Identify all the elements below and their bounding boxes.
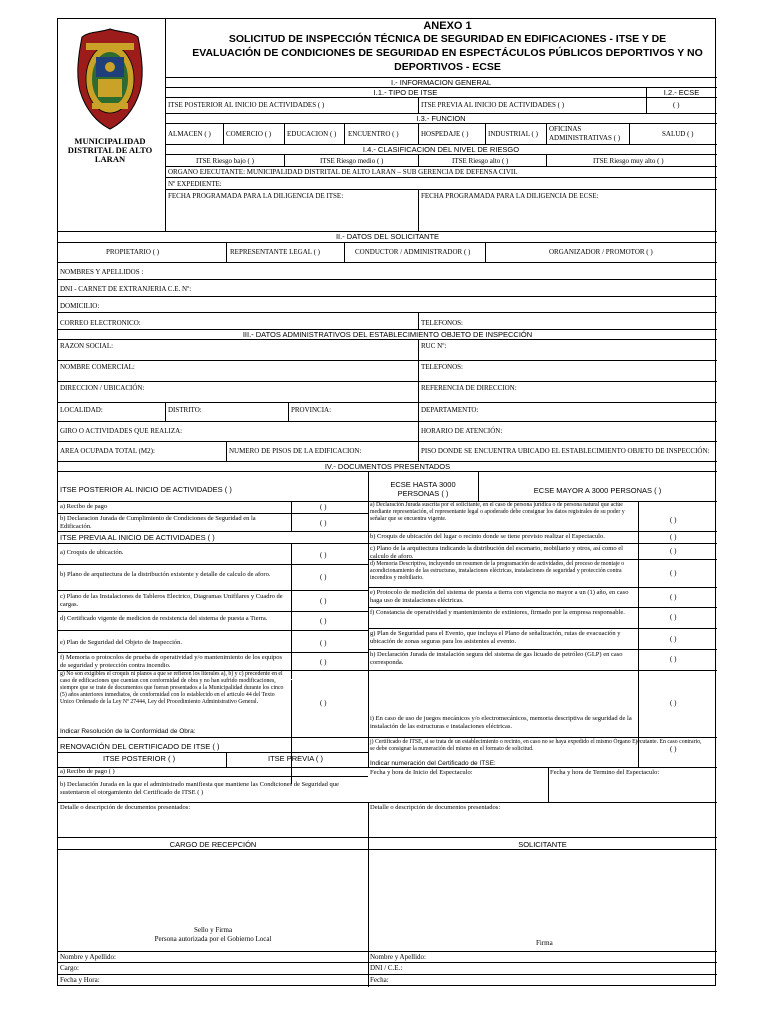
resolucion-conformidad-field[interactable]: Indicar Resolución de la Conformidad de Obra: [60,728,196,735]
doc-declaracion-jurada: b) Declaracion Jurada de Cumplimiento de Condiciones de Seguridad en la Edificación. [60,515,256,530]
municipality-line: DISTRITAL DE ALTO [67,145,153,155]
dni-field[interactable]: DNI - CARNET DE EXTRANJERIA C.E. Nº: [60,285,192,293]
municipal-crest [68,27,152,131]
municipality-line: MUNICIPALIDAD [74,136,146,146]
checkbox-doc-tableros[interactable]: ( ) [320,597,327,605]
itse-posterior-header[interactable]: ITSE POSTERIOR AL INICIO DE ACTIVIDADES ( ) [60,485,232,494]
form-title-line: DEPORTIVOS - ECSE [394,61,501,73]
annex-label: ANEXO 1 [423,20,472,32]
form-title-line: EVALUACIÓN DE CONDICIONES DE SEGURIDAD EN ESPECTÁCULOS PÚBLICOS DEPORTIVOS Y NO [192,47,703,59]
checkbox-itse-previa[interactable]: ITSE PREVIA AL INICIO DE ACTIVIDADES ( ) [421,101,565,109]
doc-tableros: c) Plano de las Instalaciones de Tableros Electrico, Diagramas Unifilares y Cuadro de cargas. [60,593,283,608]
checkbox-comercio[interactable]: COMERCIO ( ) [226,130,272,138]
renov-declaracion-jurada[interactable]: b) Declaración Jurada en la que el administrado manifiesta que mantiene las Condiciones de Seguridad que sustentaron el otorgamiento del Certificado de ITSE ( ) [60,781,339,796]
domicilio-field[interactable]: DOMICILIO: [60,302,100,310]
provincia-field[interactable]: PROVINCIA: [291,406,332,414]
checkbox-riesgo-alto[interactable]: ITSE Riesgo alto ( ) [452,157,509,165]
checkbox-ecse-c[interactable]: ( ) [670,547,677,555]
section-2-title: II.- DATOS DEL SOLICITANTE [335,232,440,241]
ecse-hasta-line: ECSE HASTA 3000 [390,480,456,489]
checkbox-almacen[interactable]: ALMACEN ( ) [168,130,211,138]
horario-field[interactable]: HORARIO DE ATENCIÓN: [421,427,503,435]
checkbox-ecse-g[interactable]: ( ) [670,635,677,643]
tipo-itse-label: I.1.- TIPO DE ITSE [373,88,438,97]
checkbox-ecse-h[interactable]: ( ) [670,655,677,663]
checkbox-riesgo-muy-alto[interactable]: ITSE Riesgo muy alto ( ) [593,157,664,165]
checkbox-ecse-j[interactable]: ( ) [670,745,677,753]
checkbox-doc-memoria[interactable]: ( ) [320,658,327,666]
checkbox-riesgo-bajo[interactable]: ITSE Riesgo bajo ( ) [196,157,254,165]
checkbox-renov-posterior[interactable]: ITSE POSTERIOR ( ) [103,754,176,763]
ecse-hasta-line: PERSONAS ( ) [397,489,449,498]
checkbox-doc-tierra[interactable]: ( ) [320,617,327,625]
doc-recibo-pago: a) Recibo de pago [60,503,108,510]
doc-ecse-declaracion: a) Declaración Jurada suscrita por el solicitante, en el caso de persona jurídica o de persona natural que actúe mediante representación, el representante legal o apoderado debe consignar los datos registrales de su poder y señalar que se encuentra vigente. [370,502,625,522]
fecha-itse-field[interactable]: FECHA PROGRAMADA PARA LA DILIGENCIA DE ITSE: [168,192,344,200]
doc-croquis: a) Croquis de ubicación. [60,549,124,556]
giro-field[interactable]: GIRO O ACTIVIDADES QUE REALIZA: [60,427,183,435]
checkbox-itse-posterior[interactable]: ITSE POSTERIOR AL INICIO DE ACTIVIDADES ( ) [168,101,325,109]
expediente-field[interactable]: Nº EXPEDIENTE: [168,180,222,188]
checkbox-ecse-f[interactable]: ( ) [670,613,677,621]
detalle-documentos-left[interactable]: Detalle o descripción de documentos presentados: [60,804,191,811]
section-1-title: I.- INFORMACION GENERAL [390,78,491,87]
checkbox-doc-croquis[interactable]: ( ) [320,551,327,559]
telefonos-establecimiento-field[interactable]: TELEFONOS: [421,363,463,371]
organo-ejecutante: ORGANO EJECUTANTE: MUNICIPALIDAD DISTRITAL DE ALTO LARAN – SUB GERENCIA DE DEFENSA CIVIL [168,168,518,176]
checkbox-doc-plan[interactable]: ( ) [320,639,327,647]
doc-puesta-tierra: d) Certificado vigente de medicion de resistencia del sistema de puesta a Tierra. [60,615,268,622]
direccion-field[interactable]: DIRECCION / UBICACIÓN: [60,384,145,392]
pisos-field[interactable]: NUMERO DE PISOS DE LA EDIFICACION: [229,447,362,455]
checkbox-industrial[interactable]: INDUSTRIAL ( ) [488,130,538,138]
ecse-label: I.2.- ECSE [663,88,700,97]
municipality-line: LARAN [94,154,126,164]
persona-autorizada-label: Persona autorizada por el Gobierno Local [154,935,272,943]
fecha-ecse-field[interactable]: FECHA PROGRAMADA PARA LA DILIGENCIA DE ECSE: [421,192,599,200]
checkbox-ecse[interactable]: ( ) [673,101,680,109]
crest-icon [68,27,152,131]
correo-field[interactable]: CORREO ELECTRONICO: [60,319,141,327]
doc-plan-seguridad: e) Plan de Seguridad del Objeto de Inspección. [60,639,183,646]
nombre-comercial-field[interactable]: NOMBRE COMERCIAL: [60,363,135,371]
doc-ecse-croquis: b) Croquis de ubicación del lugar o recinto donde se tiene previsto realizar el Espectaculo. [370,533,605,540]
razon-social-field[interactable]: RAZON SOCIAL: [60,342,114,350]
sello-firma-label: Sello y Firma [193,926,233,934]
fecha-termino-espectaculo-field[interactable]: Fecha y hora de Termino del Espectaculo: [550,769,660,776]
nombres-field[interactable]: NOMBRES Y APELLIDOS : [60,268,144,276]
doc-ecse-glp: h) Declaración Jurada de instalación segura del sistema de gas licuado de petróleo (GLP) en caso corresponda. [370,651,623,666]
nombre-receptor-field[interactable]: Nombre y Apellido: [60,953,116,961]
doc-plano-arquitectura: b) Plano de arquitectura de la distribución existente y detalle de calculo de aforo. [60,571,271,578]
checkbox-oficinas[interactable]: OFICINAS [549,125,582,133]
checkbox-riesgo-medio[interactable]: ITSE Riesgo medio ( ) [320,157,384,165]
checkbox-salud[interactable]: SALUD ( ) [662,130,694,138]
detalle-documentos-right[interactable]: Detalle o descripción de documentos presentados: [370,804,501,811]
clasificacion-label: I.4.- CLASIFICACION DEL NIVEL DE RIESGO [362,145,520,154]
doc-ecse-extintores: f) Constancia de operatividad y mantenimiento de extintores, firmado por la empresa responsable. [370,609,625,616]
firma-label: Firma [536,939,553,947]
checkbox-ecse-b[interactable]: ( ) [670,533,677,541]
telefonos-solicitante-field[interactable]: TELEFONOS: [421,319,463,327]
checkbox-doc-recibo[interactable]: ( ) [320,503,327,511]
numeracion-certificado-field[interactable]: Indicar numeración del Certificado de ITSE: [370,760,496,767]
dni-solicitante-field[interactable]: DNI / C.E.: [370,964,403,972]
checkbox-ecse-e[interactable]: ( ) [670,593,677,601]
doc-memoria-protocolos: f) Memoria o protocolos de prueba de operatividad y/o mantenimiento de los equipos de seguridad y protección contra incendio. [60,654,283,669]
distrito-field[interactable]: DISTRITO: [168,406,202,414]
checkbox-ecse-a[interactable]: ( ) [670,516,677,524]
doc-ecse-certificado: j) Certificado de ITSE, si se trata de un establecimiento o recinto, en caso no se haya expedido el mismo Órgano Ejecutante. En caso contrario, se debe consignar la numeración del mismo en el formato de solicitud. [370,739,702,752]
checkbox-ecse-i[interactable]: ( ) [670,699,677,707]
cargo-recepcion-title: CARGO DE RECEPCIÓN [169,840,257,849]
section-3-title: III.- DATOS ADMINISTRATIVOS DEL ESTABLECIMIENTO OBJETO DE INSPECCIÓN [242,330,533,339]
checkbox-doc-plano[interactable]: ( ) [320,573,327,581]
fecha-solicitante-field[interactable]: Fecha: [370,976,389,984]
doc-ecse-juegos: i) En caso de uso de juegos mecánicos y/o electromecánicos, memoria descriptiva de seguridad de la instalación de las estructuras e instalaciones eléctricas. [370,715,632,730]
doc-ecse-memoria: d) Memoria Descriptiva, incluyendo un resumen de la programación de actividades, del proceso de montaje o acondicionamiento de las estructuras, instalaciones eléctricas, instalaciones de seguridad y protección contra incendios y mobiliario. [370,561,625,581]
checkbox-organizador[interactable]: ORGANIZADOR / PROMOTOR ( ) [549,248,653,256]
ecse-hasta-header[interactable] [368,480,478,498]
form-title-line: SOLICITUD DE INSPECCIÓN TÉCNICA DE SEGURIDAD EN EDIFICACIONES - ITSE Y DE [228,33,667,45]
checkbox-doc-no-exigibles[interactable]: ( ) [320,699,327,707]
solicitante-title: SOLICITANTE [518,840,567,849]
fecha-hora-field[interactable]: Fecha y Hora: [60,976,100,984]
area-field[interactable]: AREA OCUPADA TOTAL (M2): [60,447,155,455]
doc-ecse-puesta-tierra: e) Protocolo de medición del sistema de puesta a tierra con vigencia no mayor a un (1) año, en caso haga uso de instalaciones eléctricas. [370,589,629,604]
checkbox-oficinas-line2[interactable]: ADMINISTRATIVAS ( ) [549,134,621,142]
renovacion-header[interactable]: RENOVACIÓN DEL CERTIFICADO DE ITSE ( ) [60,742,220,751]
piso-ubicado-field[interactable]: PISO DONDE SE ENCUENTRA UBICADO EL ESTABLECIMIENTO OBJETO DE INSPECCIÓN: [421,447,710,455]
checkbox-propietario[interactable]: PROPIETARIO ( ) [106,248,160,256]
funcion-label: I.3.- FUNCION [416,114,466,123]
form-sheet [57,18,716,986]
localidad-field[interactable]: LOCALIDAD: [60,406,103,414]
referencia-field[interactable]: REFERENCIA DE DIRECCION: [421,384,517,392]
fecha-inicio-espectaculo-field[interactable]: Fecha y hora de Inicio del Espectaculo: [370,769,473,776]
doc-ecse-plano: c) Plano de la arquitectura indicando la distribución del escenario, mobiliario y otros, así como el calculo de aforo. [370,545,623,560]
cargo-field[interactable]: Cargo: [60,964,79,972]
checkbox-doc-declaracion[interactable]: ( ) [320,519,327,527]
checkbox-conductor[interactable]: CONDUCTOR / ADMINISTRADOR ( ) [355,248,471,256]
itse-previa-header[interactable]: ITSE PREVIA AL INICIO DE ACTIVIDADES ( ) [60,533,215,542]
checkbox-educacion[interactable]: EDUCACION ( ) [287,130,337,138]
renov-recibo-pago[interactable]: a) Recibo de pago ( ) [60,768,115,775]
section-4-title: IV.- DOCUMENTOS PRESENTADOS [324,462,451,471]
departamento-field[interactable]: DEPARTAMENTO: [421,406,479,414]
checkbox-encuentro[interactable]: ENCUENTRO ( ) [348,130,399,138]
checkbox-ecse-d[interactable]: ( ) [670,569,677,577]
doc-no-exigibles: g) No son exigibles el croquis ni planos a que se refieren los literales a), b) y c) precedente en el caso de edificaciones que cuentan con conformidad de obra y no han sufrido modificaciones, siempre que se trate de documentos que fueran presentados a la Municipalidad durante los cinco (5) años anteriores inmediatos, de conformidad con lo establecido en el articulo 44 del Texto Unico Ordenado de la Ley Nº 27444, Ley del Procedimiento Administrativo General. [60,671,284,705]
doc-ecse-plan-evento: g) Plan de Seguridad para el Evento, que incluya el Plano de señalización, rutas de evacuación y ubicación de zonas seguras para los asistentes al evento. [370,630,621,645]
nombre-solicitante-field[interactable]: Nombre y Apellido: [370,953,426,961]
checkbox-renov-previa[interactable]: ITSE PREVIA ( ) [268,754,324,763]
checkbox-hospedaje[interactable]: HOSPEDAJE ( ) [421,130,469,138]
ecse-mayor-header[interactable]: ECSE MAYOR A 3000 PERSONAS ( ) [533,486,662,495]
checkbox-representante[interactable]: REPRESENTANTE LEGAL ( ) [230,248,320,256]
ruc-field[interactable]: RUC Nº: [421,342,447,350]
municipality-name [62,137,158,164]
